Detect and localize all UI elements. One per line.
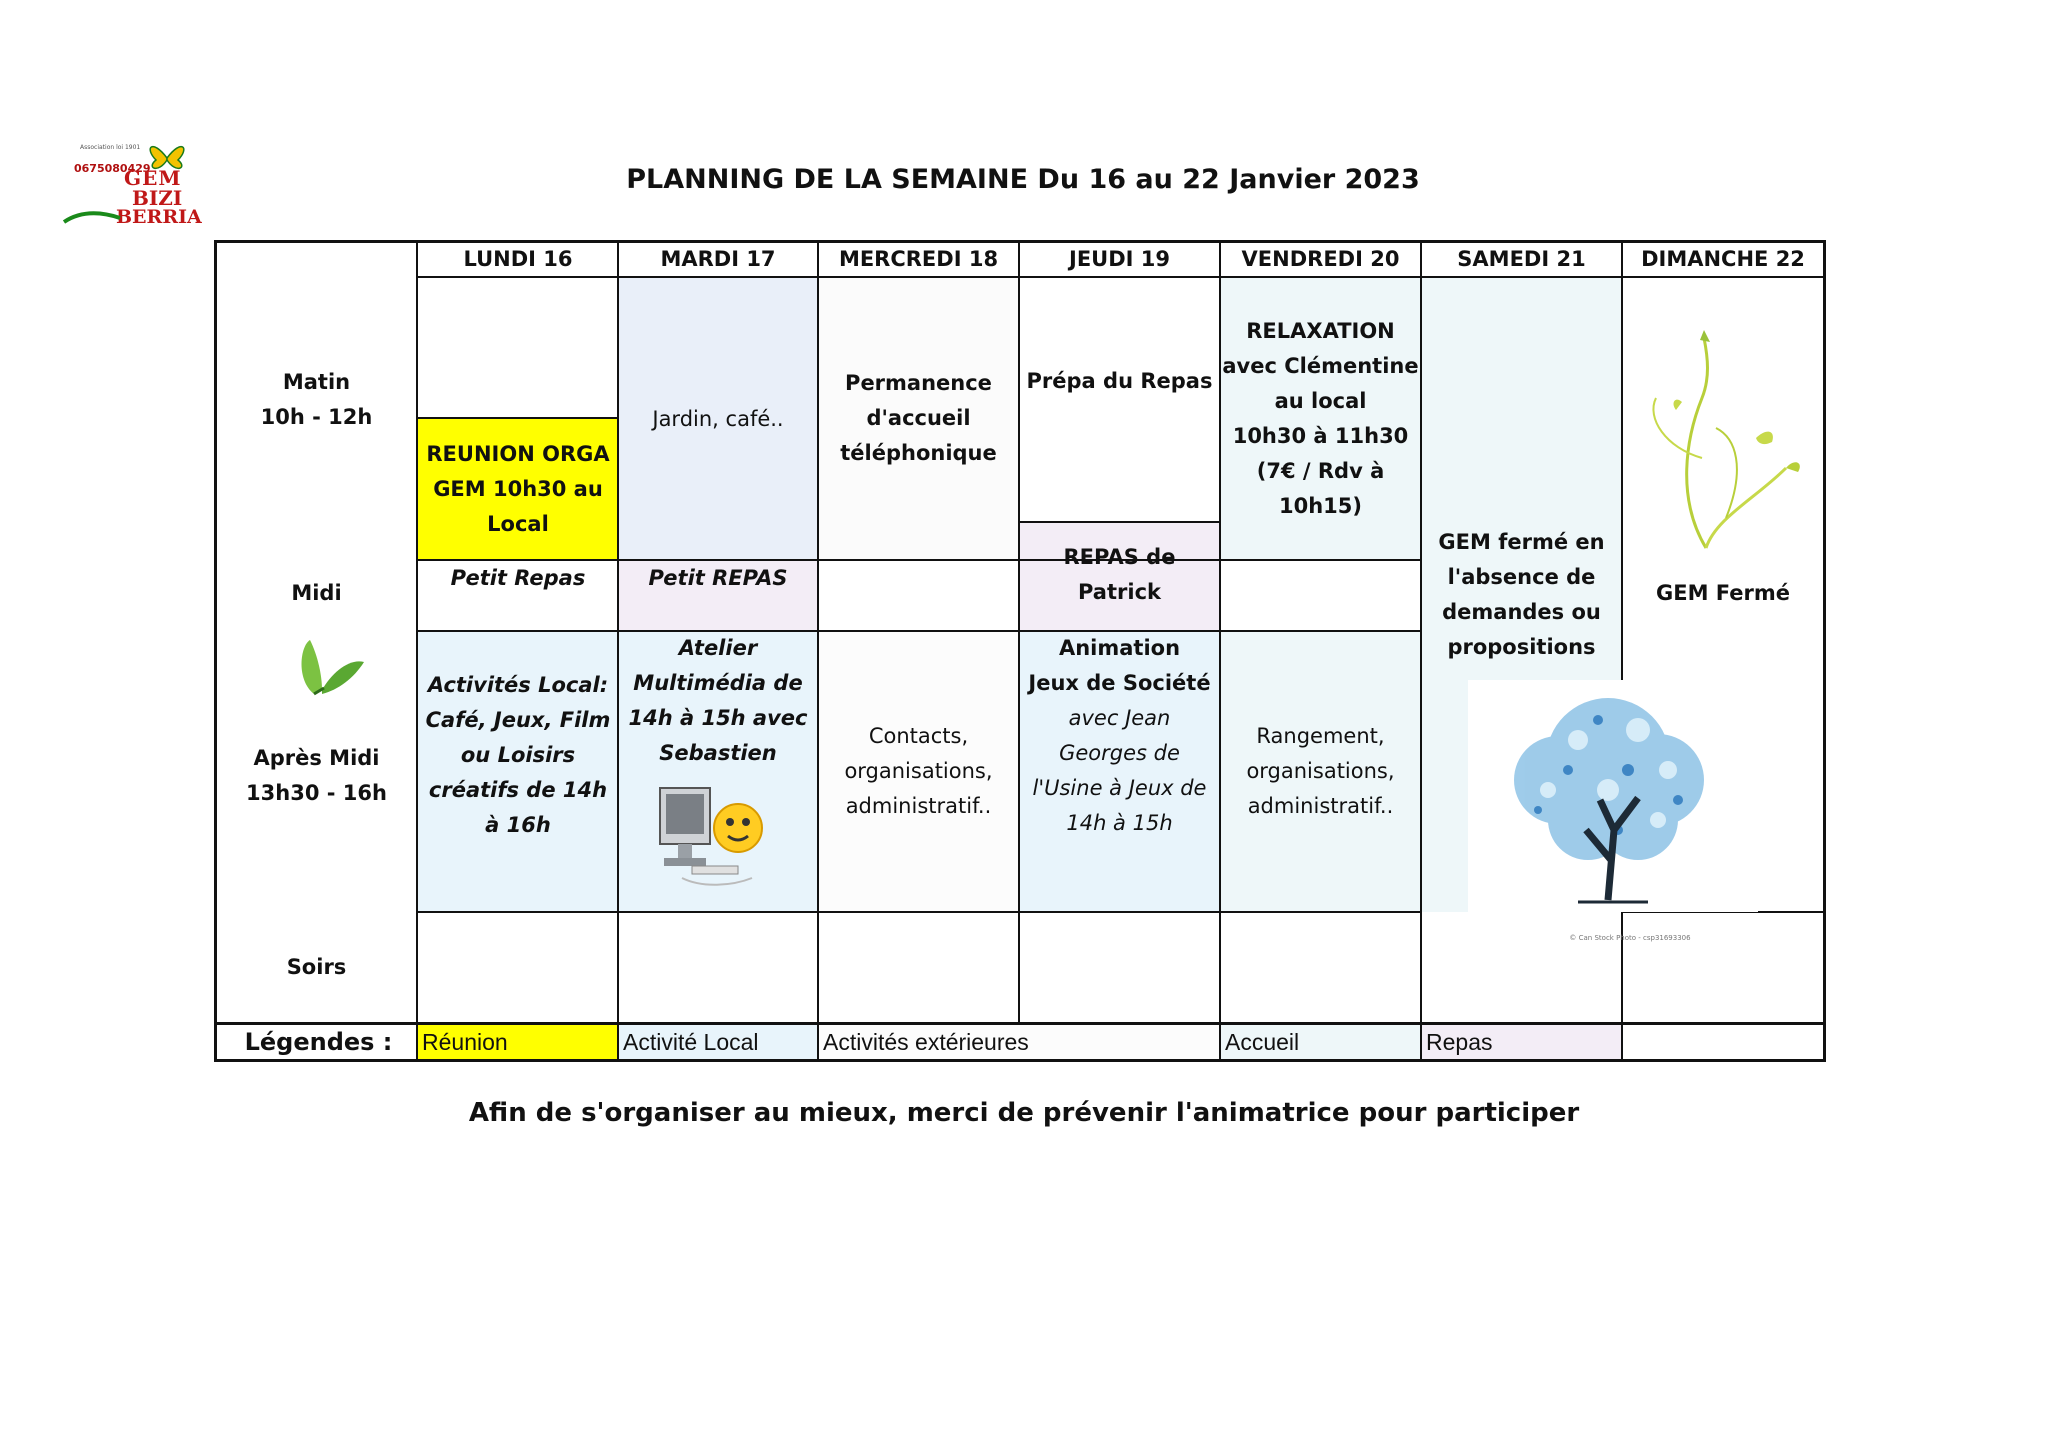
row-label-apres-midi (217, 736, 416, 816)
computer-smiley-icon (652, 778, 770, 896)
vendredi-apres-midi (1220, 718, 1421, 824)
vendredi-am-line1: Rangement, (1256, 723, 1385, 748)
mercredi-am-line3: administratif.. (845, 793, 992, 818)
lundi-am-line3: ou Loisirs (460, 742, 576, 767)
logo-assoc-text: Association loi 1901 (80, 144, 141, 151)
mardi-matin: Jardin, café.. (652, 406, 784, 431)
day-header-vendredi: VENDREDI 20 (1241, 246, 1400, 271)
jeudi-am-line4: Georges de (1059, 741, 1180, 765)
vendredi-matin-line2: avec Clémentine (1222, 354, 1419, 378)
row-label-midi: Midi (291, 580, 342, 605)
mardi-apres-midi (618, 630, 818, 772)
jeudi-apres-midi (1019, 630, 1220, 842)
logo-word-gem: GEM (124, 166, 182, 190)
logo-word-berria: BERRIA (116, 206, 202, 228)
mardi-am-line4: Sebastien (659, 741, 777, 765)
samedi-line4: propositions (1447, 635, 1596, 659)
winter-tree-icon (1468, 680, 1758, 912)
day-header-mardi: MARDI 17 (660, 246, 776, 271)
lundi-midi: Petit Repas (450, 565, 586, 590)
lundi-am-line1: Activités Local: (427, 672, 609, 697)
jeudi-am-line1: Animation (1058, 636, 1181, 660)
mardi-am-line3: 14h à 15h avec (628, 706, 808, 730)
logo-swoosh-icon (62, 208, 122, 228)
samedi-line1: GEM fermé en (1438, 530, 1605, 554)
am-top-line (418, 630, 1421, 632)
lundi-am-line5: à 16h (485, 812, 551, 837)
mercredi-matin (818, 365, 1019, 471)
floral-swirl-icon (1636, 318, 1806, 558)
row-label-soirs: Soirs (286, 954, 347, 979)
mercredi-am-line2: organisations, (844, 758, 993, 783)
image-credit: © Can Stock Photo - csp31693306 (1569, 934, 1691, 942)
vendredi-am-line2: organisations, (1246, 758, 1395, 783)
mercredi-apres-midi (818, 718, 1019, 824)
samedi-line3: demandes ou (1442, 600, 1601, 624)
mercredi-matin-line2: d'accueil (866, 405, 971, 430)
lundi-reunion (418, 418, 618, 560)
legend-accueil: Accueil (1221, 1025, 1420, 1059)
lundi-reunion-line2: GEM 10h30 au (433, 476, 603, 501)
page-title: PLANNING DE LA SEMAINE Du 16 au 22 Janvier 2023 (626, 164, 1420, 195)
legend-label: Légendes : (244, 1028, 393, 1056)
mardi-midi: Petit REPAS (648, 565, 788, 590)
logo-phone: 0675080429 (74, 162, 151, 175)
dimanche-ferme: GEM Fermé (1655, 580, 1790, 605)
lundi-am-line4: créatifs de 14h (428, 777, 608, 802)
lundi-apres-midi (418, 650, 618, 860)
lundi-reunion-line3: Local (487, 511, 549, 536)
mardi-am-line1: Atelier (678, 636, 758, 660)
day-header-dimanche: DIMANCHE 22 (1641, 246, 1805, 271)
day-header-samedi: SAMEDI 21 (1457, 246, 1586, 271)
day-header-mercredi: MERCREDI 18 (838, 246, 999, 271)
legend-activites-exterieures: Activités extérieures (819, 1025, 1219, 1059)
jeudi-am-line3: avec Jean (1068, 706, 1171, 730)
jeudi-midi-top (1019, 521, 1220, 523)
legend-reunion: Réunion (418, 1025, 617, 1059)
footer-note: Afin de s'organiser au mieux, merci de prévenir l'animatrice pour participer (468, 1098, 1580, 1128)
row-label-am-time: 13h30 - 16h (246, 781, 387, 805)
jeudi-midi-line1: REPAS de (1063, 545, 1176, 569)
jeudi-midi-line2: Patrick (1077, 580, 1161, 604)
legend-repas: Repas (1422, 1025, 1621, 1059)
jeudi-midi (1019, 540, 1220, 610)
legend-activite-local: Activité Local (619, 1025, 817, 1059)
mercredi-matin-line3: téléphonique (840, 440, 997, 465)
samedi-line2: l'absence de (1447, 565, 1596, 589)
jeudi-am-line5: l'Usine à Jeux de (1032, 776, 1207, 800)
lundi-reunion-line1: REUNION ORGA (426, 441, 610, 466)
vendredi-midi-top (1220, 559, 1421, 561)
vendredi-matin-line6: 10h15) (1279, 494, 1362, 518)
jeudi-am-line2: Jeux de Société (1028, 671, 1211, 695)
vendredi-matin-line3: au local (1274, 389, 1367, 413)
logo-word-bizi: BIZI (132, 186, 183, 210)
vendredi-matin-line5: (7€ / Rdv à (1256, 459, 1385, 483)
soir-top-line (418, 911, 1421, 913)
mercredi-matin-line1: Permanence (845, 370, 992, 395)
row-label-am-name: Après Midi (253, 746, 380, 770)
vendredi-matin-line1: RELAXATION (1246, 319, 1395, 343)
vendredi-matin (1220, 313, 1421, 525)
vendredi-matin-line4: 10h30 à 11h30 (1232, 424, 1409, 448)
day-header-lundi: LUNDI 16 (463, 246, 573, 271)
butterfly-icon (292, 636, 366, 702)
mercredi-am-line1: Contacts, (868, 723, 969, 748)
vendredi-am-line3: administratif.. (1247, 793, 1394, 818)
row-label-matin-time: 10h - 12h (260, 405, 373, 429)
row-label-matin (217, 360, 416, 440)
mardi-am-line2: Multimédia de (633, 671, 803, 695)
jeudi-matin: Prépa du Repas (1026, 368, 1213, 393)
day-header-jeudi: JEUDI 19 (1069, 246, 1170, 271)
samedi-ferme (1421, 524, 1622, 666)
jeudi-am-line6: 14h à 15h (1066, 811, 1173, 835)
lundi-am-line2: Café, Jeux, Film (425, 707, 611, 732)
row-label-matin-name: Matin (282, 370, 351, 394)
